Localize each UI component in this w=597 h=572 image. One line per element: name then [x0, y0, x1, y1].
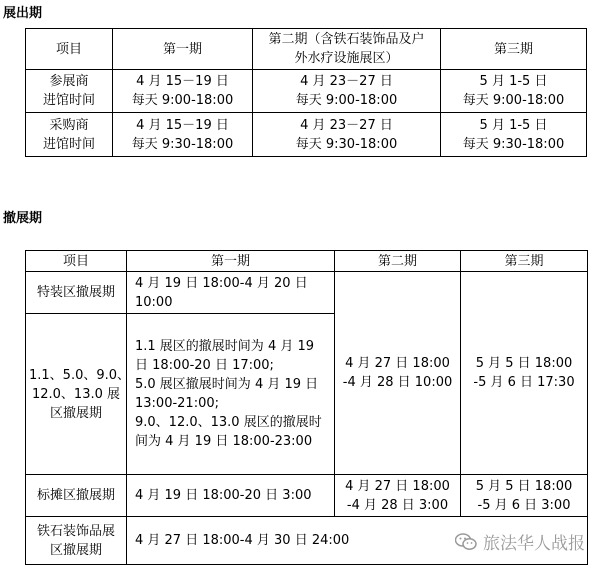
exhibitor-phase-3	[441, 70, 587, 113]
label-line: 1.1、5.0、9.0、	[29, 367, 131, 383]
label-line: 采购商	[49, 117, 89, 133]
cell-line: -5 月 6 日 3:00	[477, 497, 571, 513]
table-row	[26, 272, 588, 314]
label-line: 铁石装饰品展	[36, 523, 115, 539]
row-label-special: 特装区撤展期	[26, 272, 127, 314]
cell-line: 4 月 19 日 18:00-4 月 20 日	[135, 275, 308, 291]
cell-line: 4 月 23－27 日	[300, 117, 393, 133]
table-row	[26, 70, 587, 113]
cell-line: 5 月 1-5 日	[479, 117, 548, 133]
header-phase-2: 第二期	[335, 251, 461, 272]
merged-phase-2	[335, 272, 461, 475]
cell-line: 9.0、12.0、13.0 展区的撤展时	[135, 415, 322, 430]
cell-line: -4 月 28 日 10:00	[342, 375, 453, 390]
cell-line: 每天 9:30-18:00	[295, 136, 398, 152]
table-row	[26, 29, 587, 70]
label-line: 进馆时间	[42, 93, 95, 108]
cell-line: 5.0 展区撤展时间为 4 月 19 日	[135, 377, 319, 392]
booth-phase-3	[461, 475, 588, 517]
buyer-phase-1	[113, 113, 253, 157]
cell-line: 每天 9:30-18:00	[131, 136, 234, 152]
cell-line: 每天 9:00-18:00	[295, 93, 398, 108]
halls-phase-1	[127, 314, 335, 475]
label-line: 区撤展期	[49, 542, 102, 558]
header-phase-1: 第一期	[127, 251, 335, 272]
header-phase-2-line-1: 第二期（含铁石装饰品及户	[268, 32, 425, 47]
buyer-phase-3	[441, 113, 587, 157]
section-title-dismantle: 撤展期	[3, 211, 43, 226]
cell-line: 5 月 5 日 18:00	[475, 356, 573, 371]
cell-line: -4 月 28 日 3:00	[346, 497, 449, 513]
cell-line: 5 月 1-5 日	[479, 74, 548, 89]
cell-line: 13:00-21:00;	[135, 396, 219, 411]
header-phase-1: 第一期	[113, 29, 253, 70]
cell-line: 4 月 15－19 日	[136, 117, 229, 133]
header-item: 项目	[26, 29, 113, 70]
booth-phase-2	[335, 475, 461, 517]
cell-line: 4 月 27 日 18:00	[345, 356, 450, 371]
header-phase-2	[253, 29, 441, 70]
booth-phase-1: 4 月 19 日 18:00-20 日 3:00	[127, 475, 335, 517]
stone-phase-1: 4 月 27 日 18:00-4 月 30 日 24:00	[127, 517, 588, 565]
cell-line: 每天 9:30-18:00	[462, 136, 565, 152]
exhibitor-phase-2	[253, 70, 441, 113]
cell-line: 日 18:00-20 日 17:00;	[135, 358, 274, 373]
label-line: 区撤展期	[49, 405, 102, 421]
cell-line: 间为 4 月 19 日 18:00-23:00	[135, 434, 313, 449]
row-label-exhibitor	[26, 70, 113, 113]
cell-line: 每天 9:00-18:00	[462, 93, 565, 108]
header-phase-3: 第三期	[441, 29, 587, 70]
wechat-icon	[455, 533, 477, 551]
cell-line: 4 月 15－19 日	[136, 74, 229, 89]
header-phase-3: 第三期	[461, 251, 588, 272]
row-label-buyer	[26, 113, 113, 157]
row-label-stone	[26, 517, 127, 565]
cell-line: 4 月 23－27 日	[300, 74, 393, 89]
exhibitor-phase-1	[113, 70, 253, 113]
watermark	[455, 529, 585, 554]
label-line: 进馆时间	[42, 136, 95, 152]
row-label-booth: 标摊区撤展期	[26, 475, 127, 517]
watermark-text: 旅法华人战报	[483, 534, 585, 554]
cell-line: 10:00	[135, 294, 173, 310]
merged-phase-3	[461, 272, 588, 475]
cell-line: -5 月 6 日 17:30	[473, 375, 575, 390]
exhibition-table	[25, 28, 587, 157]
buyer-phase-2	[253, 113, 441, 157]
cell-line: 1.1 展区的撤展时间为 4 月 19	[135, 339, 315, 354]
cell-line: 4 月 27 日 18:00	[345, 478, 450, 494]
header-phase-2-line-2: 外水疗设施展区）	[294, 51, 399, 66]
row-label-halls	[26, 314, 131, 475]
table-row	[26, 251, 588, 272]
section-title-exhibition: 展出期	[3, 6, 43, 21]
table-row	[26, 113, 587, 157]
label-line: 12.0、13.0 展	[31, 386, 121, 402]
dismantle-table	[25, 250, 588, 565]
table-row	[26, 475, 588, 517]
special-phase-1	[127, 272, 335, 314]
label-line: 参展商	[49, 74, 89, 89]
header-item: 项目	[26, 251, 127, 272]
cell-line: 5 月 5 日 18:00	[475, 478, 573, 494]
cell-line: 每天 9:00-18:00	[131, 93, 234, 108]
